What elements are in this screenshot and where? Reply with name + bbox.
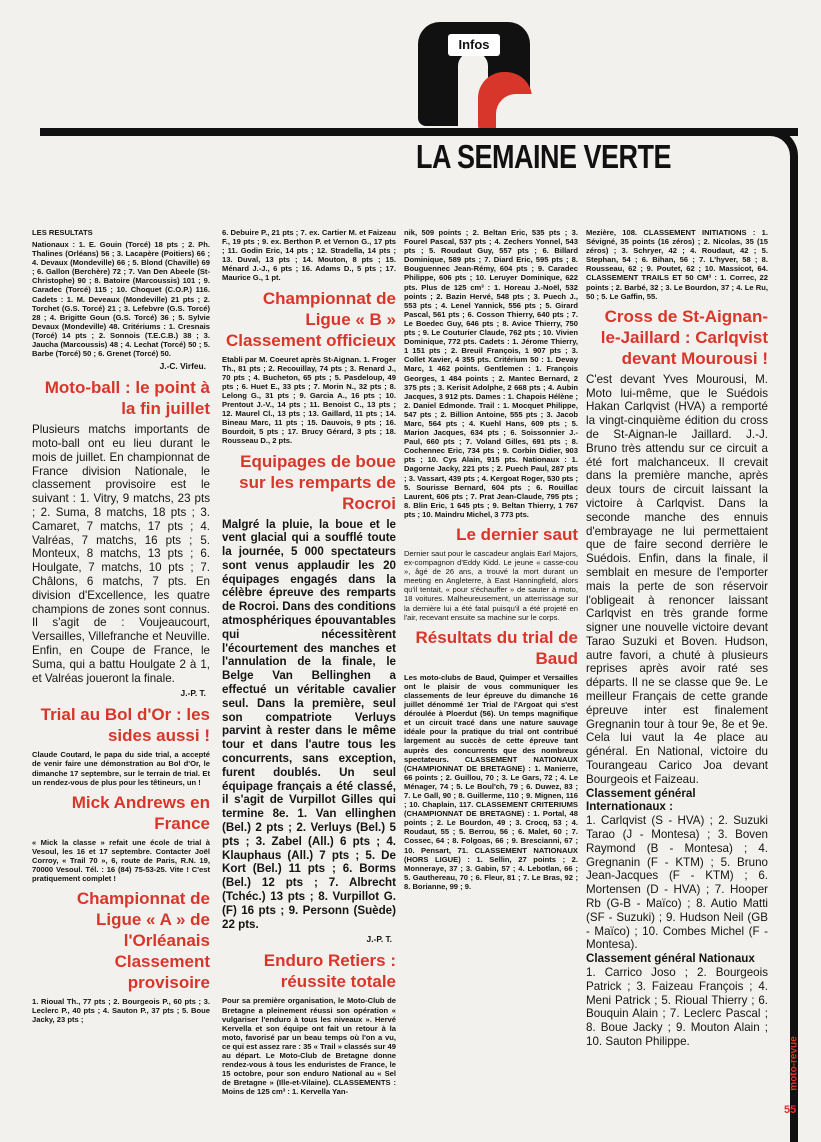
header-rule (40, 128, 798, 136)
enduro-continued: nik, 509 points ; 2. Beltan Eric, 535 pts ; 3. Fourel Pascal, 537 pts ; 4. Zechers Yonnel, 543 pts ; 5. Roudaut Guy, 557 pts ; 6. Billard Dominique, 589 pts ; 7. Diard Eric, 595 pts ; 8. Bouguennec Jean-Rémy, 604 pts ; 9. Caradec Philippe, 606 pts ; 10. Leruyer Dominique, 622 pts. Plus de 125 cm³ : 1. Horeau J.-Noël, 532 points ; 2. Bazin Hervé, 548 pts ; 3. Puech J., 553 pts ; 4. Lenel Yannick, 556 pts ; 5. Girard Pascal, 561 pts ; 6. Cosson Thierry, 640 pts ; 7. Le Boedec Guy, 646 pts ; 8. Avice Thierry, 750 pts ; 9. Le Couturier Claude, 762 pts ; 10. Vivien Dominique, 772 pts. Cadets : 1. Jérome Thierry, 1 151 pts ; 2. Breuil François, 1 907 pts ; 3. Collet Xavier, 4 355 pts. Critérium 50 : 1. Devay Marc, 1 462 points. Gentlemen : 1. François Georges, 1 484 points ; 2. Mantec Bernard, 2 375 pts ; 3. Kerisit Adolphe, 2 668 pts ; 4. Aubin Jacques, 3 912 pts. Dames : 1. Chapois Hélène ; 2. Daniel Edmonde. Trail : 1. Mocquet Philippe, 547 pts ; 2. Billion Antoine, 555 pts ; 3. Jacob Marc, 564 pts ; 4. Kuehl Hans, 609 pts ; 5. Marion Jacques, 634 pts ; 6. Soissonnier J.-Paul, 660 pts ; 7. Voland Gilles, 691 pts ; 8. Cochennec Eric, 734 pts ; 9. Corbin Didier, 903 pts ; 10. Cys Alain, 915 pts. Nationaux : 1. Dagorne Jacky, 221 pts ; 2. Puech Paul, 287 pts ; 3. Vassart, 439 pts ; 4. Kergoat Roger, 530 pts ; 5. Sourisse Bernard, 604 pts ; 6. Rouillac Laurent, 606 pts ; 7. Prat Jean-Claude, 795 pts ; 8. Blin Eric, 1 645 pts ; 9. Beltan Thierry, 1 767 pts ; 10. Maindru Michel, 3 773 pts. (404, 228, 578, 519)
ligue-a-continued: 6. Debuire P., 21 pts ; 7. ex. Cartier M. et Faizeau F., 19 pts ; 9. ex. Berthon P. et Vernon G., 17 pts ; 11. Godin Eric, 14 pts ; 12. Stradella, 14 pts ; 13. Duval, 13 pts ; 14. Mouton, 8 pts ; 15. Ménard J.-J., 6 pts ; 16. Adams D., 5 pts ; 17. Maurice G., 1 pt. (222, 228, 396, 283)
dernier-saut-text: Dernier saut pour le cascadeur anglais Earl Majors, ex-compagnon d'Eddy Kidd. Le jeune « casse-cou », âgé de 26 ans, a trouvé la mort durant un meeting en Angleterre, à East Hanningfield, alors qu'il tentait, « pour s'échauffer » de sauter à moto, 18 voitures. Malheureusement, un atterrissage sur la dernière lui a été fatal puisqu'il a été projeté en l'air, recevant ensuite sa machine sur le corps. (404, 549, 578, 622)
general-national-label: Classement général Nationaux (586, 952, 755, 966)
page-title: LA SEMAINE VERTE (416, 138, 672, 176)
rocroi-headline: Equipages de boue sur les remparts de Rocroi (239, 451, 396, 513)
results-text: Nationaux : 1. E. Gouin (Torcé) 18 pts ; 2. Ph. Thalines (Orléans) 56 ; 3. Lacapère (Poitiers) 66 ; 4. Devaux (Mondeville) 66 ; 5. Blond (Chaville) 69 ; 6. Gallon (Berchère) 72 ; 7. Van Den Abeele (St-Christophe) 90 ; 8. Batoire (Marcoussis) 101 ; 9. Caradec (Torcé) 115 ; 10. Choquet (C.O.P.) 116. Cadets : 1. M. Deveaux (Mondeville) 21 pts ; 2. Torchet (G.S. Torcé) 21 ; 3. Lefebvre (G.S. Torcé) 28 ; 4. Brigitte Goun (G.S. Torcé) 36 ; 5. Sylvie Devaux (Mondeville) 48. Critériums : 1. Cresnais (Torcé) 14 pts ; 2. Sonnois (T.E.C.B.) 38 ; 3. Jaucha (Marcoussis) 48 ; 4. Lechat (Torcé) 50 ; 5. Barbe (Torcé) 50 ; 6. Grenet (Torcé) 50. (32, 240, 210, 359)
general-international-text: 1. Carlqvist (S - HVA) ; 2. Suzuki Tarao (J - Montesa) ; 3. Boven Raymond (B - Montesa) ; 4. Gregnanin (F - KTM) ; 5. Bruno Jean-Jacques (F - KTM) ; 6. Mortensen (D - HVA) ; 7. Hooper Rb (G-B - Maïco) ; 8. Autio Matti (SF - Suzuki) ; 9. Hudson Neil (GB - Maïco) ; 10. Combes Michel (F - Montesa). (586, 814, 768, 952)
cross-headline: Cross de St-Aignan-le-Jaillard : Carlqvist devant Mourousi ! (600, 306, 768, 368)
moto-ball-headline: Moto-ball : le point à la fin juillet (44, 378, 210, 419)
dernier-saut-headline: Le dernier saut (456, 525, 578, 544)
mick-headline: Mick Andrews en France (71, 792, 210, 833)
mr-infos-logo (418, 22, 538, 134)
mick-text: « Mick la classe » refait une école de trial à Vesoul, les 16 et 17 septembre. Contacter Joël Corroy, « Trail 70 », 6, route de Paris, R.N. 19, 70000 Vesoul. Tél. : 16 (84) 75-53-25. Vite ! C'est pratiquement complet ! (32, 837, 210, 884)
column-1 (32, 228, 210, 1024)
column-3 (404, 228, 578, 891)
results-label: LES RESULTATS (32, 228, 93, 237)
cross-text: C'est devant Yves Mourousi, M. Moto lui-même, que le Suédois Hakan Carlqvist (HVA) a remporté la vingt-cinquième édition du cross de St-Aignan-le Jaillard. J.-J. Bruno très attendu sur ce circuit a été fort malchanceux. Il crevait dans la première manche, après deux tours de circuit laissant la victoire à Carlqvist. Dans la seconde manche des ennuis d'embrayage ne lui permettaient que de faire second derrière le Suédois. Enfin, dans la finale, il semblait en mesure de l'emporter mais la perte de son réservoir l'obligeait à renoncer laissant Carlqvist en très grande forme signer une nouvelle victoire devant Tarao Suzuki et Boven. Hudson, autre favori, a chuté à plusieurs reprises après avoir raté ses départs. Il ne se classe que 9e. Le meilleur Français de cette grande épreuve inter est finalement Gregnanin tour à tour 9e, 8e et 9e. Cela lui vaut la 4e place au général. En National, victoire du Tourangeau Carico Joa devant Bourgeois et Faizeau. (586, 372, 768, 786)
general-international-label: Classement général Internationaux : (586, 786, 696, 814)
trial-text: Claude Coutard, le papa du side trial, a accepté de venir faire une démonstration au Bol d'Or, le dimanche 17 septembre, sur le terrain de trial. Et un rendez-vous de plus pour les têtineurs, un ! (32, 750, 210, 787)
trial-headline: Trial au Bol d'Or : les sides aussi ! (40, 705, 210, 746)
page-frame (768, 128, 798, 1142)
ligue-b-headline: Championnat de Ligue « B » Classement officieux (225, 288, 396, 350)
enduro-text: Pour sa première organisation, le Moto-Club de Bretagne a pleinement réussi son opération « vulgariser l'enduro à tous les niveaux ». Hervé Kervella et son équipe ont fait un retour à la moto, favorisé par un beau temps où l'on a vu, ce qui est assez rare : 35 « Trail » classés sur 49 au départ. Le Moto-Club de Bretagne donne rendez-vous à tous les enduristes de France, le 15 octobre, pour son enduro National au « Sel de Bretagne » (Ille-et-Vilaine). CLASSEMENTS : Moins de 125 cm³ : 1. Kervella Yan- (222, 996, 396, 1097)
baud-text: Les moto-clubs de Baud, Quimper et Versailles ont le plaisir de vous communiquer les classements de leur épreuve du dimanche 16 juillet dénommé 1er Trial de l'Argoat qui s'est déroulée à Ploerdut (56). Un temps magnifique et un circuit tracé dans une nature sauvage idéale pour la pratique du trial ont contribué largement au succès de cette épreuve tant auprès des concurrents que des nombreux spectateurs. CLASSEMENT NATIONAUX (CHAMPIONNAT DE BRETAGNE) : 1. Manierre, 66 points ; 2. Guillou, 70 ; 3. Le Gars, 72 ; 4. Le Ménager, 74 ; 5. Le Boul'ch, 79 ; 6. Duwez, 83 ; 7. Le Gall, 90 ; 8. Guillerme, 110 ; 9. Mignen, 116 ; 10. Chaplain, 117. CLASSEMENT CRITERIUMS (CHAMPIONNAT DE BRETAGNE) : 1. Portal, 48 points ; 2. Le Bourdon, 49 ; 3. Crocq, 53 ; 4. Roudaut, 55 ; 5. Berrou, 56 ; 6. Malet, 60 ; 7. Cossec, 64 ; 8. Folgoas, 66 ; 9. Brescianni, 67 ; 10. Pensart, 71. CLASSEMENT NATIONAUX (HORS LIGUE) : 1. Sellin, 27 points ; 2. Monneraye, 37 ; 3. Gabin, 57 ; 4. Lebotlan, 66 ; 5. Gauthereau, 70 ; 6. Fleur, 81 ; 7. Le Bras, 92 ; 8. Borianne, 99 ; 9. (404, 672, 578, 891)
brand-side-label (786, 1030, 802, 1100)
baud-headline: Résultats du trial de Baud (415, 627, 578, 668)
enduro-headline: Enduro Retiers : réussite totale (263, 951, 396, 992)
moto-ball-text: Plusieurs matchs importants de moto-ball ont eu lieu durant le mois de juillet. En championnat de France division Nationale, le classement provisoire est le suivant : 1. Vitry, 9 matchs, 23 pts ; 2. Suma, 8 matchs, 18 pts ; 3. Camaret, 7 matchs, 17 pts ; 4. Valréas, 7 matchs, 16 pts ; 5. Monteux, 8 matchs, 13 pts ; 6. Houlgate, 7 matchs, 10 pts ; 7. Châlons, 6 matchs, 7 pts. En division d'Excellence, les quatre champions de zones sont connus. Il s'agit de : Voujeaucourt, Versailles, Villefranche et Neuville. Enfin, en Coupe de France, le Suma, qui a battu Houlgate 2 à 1, et Valréas joueront la finale. (32, 423, 210, 685)
ligue-b-text: Etabli par M. Coeuret après St-Aignan. 1. Froger Th., 81 pts ; 2. Recouillay, 74 pts ; 3. Renard J., 70 pts ; 4. Bucheton, 65 pts ; 5. Pasdeloup, 49 pts ; 6. Huet E., 33 pts ; 7. Morin N., 32 pts ; 8. Lelong G., 31 pts ; 9. Garcia A., 16 pts ; 10. Prentout J.-V., 14 pts ; 11. Benoist C., 13 pts ; 12. Maurel Cl., 13 pts ; 13. Gaillard, 11 pts ; 14. Bineau Marc, 11 pts ; 15. Dauvois, 9 pts ; 16. Bourdoit, 5 pts ; 17. Brucy Gérard, 3 pts ; 18. Rousseau D., 2 pts. (222, 354, 396, 446)
ligue-a-headline: Championnat de Ligue « A » de l'Orléanais Classement provisoire (76, 889, 210, 993)
rocroi-text: Malgré la pluie, la boue et le vent glacial qui a soufflé toute la journée, 5 000 spectateurs sont venus applaudir les 20 équipages engagés dans la célèbre épreuve des remparts de Rocroi. Dans des conditions atmosphériques épouvantables qui nécessitèrent l'écourtement des manches et l'annulation de la finale, le Belge Van Bellinghen a effectué un véritable cavalier seul. Dans la première, seul son compatriote Verluys parvint à rester dans le même tour et dans l'autre tous les concurrents, sans exception, furent doublés. Un seul équipage français a été classé, il s'agit de Vurpillot Gilles qui termine 8e. 1. Van ellinghen (Bel.) 2 pts ; 2. Verluys (Bel.) 5 pts ; 3. Zabel (All.) 6 pts ; 4. Klauphaus (All.) 7 pts ; 5. De Kort (Bel.) 11 pts ; 6. Borms (Bel.) 12 pts ; 7. Albrecht (Tchéc.) 13 pts ; 8. Vurpillot G. (F) 16 pts ; 9. Personn (Suède) 22 pts. (222, 517, 396, 931)
column-4 (586, 228, 768, 1049)
baud-continued: Mezière, 108. CLASSEMENT INITIATIONS : 1. Sévigné, 35 points (16 zéros) ; 2. Nicolas, 35 (15 zéros) ; 3. Schryer, 42 ; 4. Roudaut, 42 ; 5. Stephan, 54 ; 6. Bihan, 56 ; 7. L'hyver, 58 ; 8. Rousseau, 62 ; 9. Poutet, 62 ; 10. Massicot, 64. CLASSEMENT TRAILS ET 50 CM³ : 1. Correc, 22 points ; 2. Barbé, 32 ; 3. Le Bourdon, 37 ; 4. Le Ru, 50 ; 5. Le Gaffin, 55. (586, 228, 768, 301)
column-2 (222, 228, 396, 1096)
brand-text: moto-revue (788, 1036, 800, 1091)
moto-ball-signature: J.-P. T. (180, 688, 206, 699)
logo-infos-label: Infos (448, 34, 500, 56)
r-letter-shape (478, 72, 532, 130)
rocroi-signature: J.-P. T. (366, 934, 392, 945)
ligue-a-text: 1. Rioual Th., 77 pts ; 2. Bourgeois P., 60 pts ; 3. Leclerc P., 40 pts ; 4. Sauton P., 37 pts ; 5. Boue Jacky, 23 pts ; (32, 997, 210, 1025)
results-signature: J.-C. Virfeu. (159, 361, 206, 372)
general-national-text: 1. Carrico Joso ; 2. Bourgeois Patrick ; 3. Faizeau François ; 4. Meni Patrick ; 5. Rioual Thierry ; 6. Bouquin Alain ; 7. Leclerc Pascal ; 8. Boue Jacky ; 9. Mouton Alain ; 10. Sauton Philippe. (586, 966, 768, 1048)
page-number: 55 (784, 1104, 797, 1116)
